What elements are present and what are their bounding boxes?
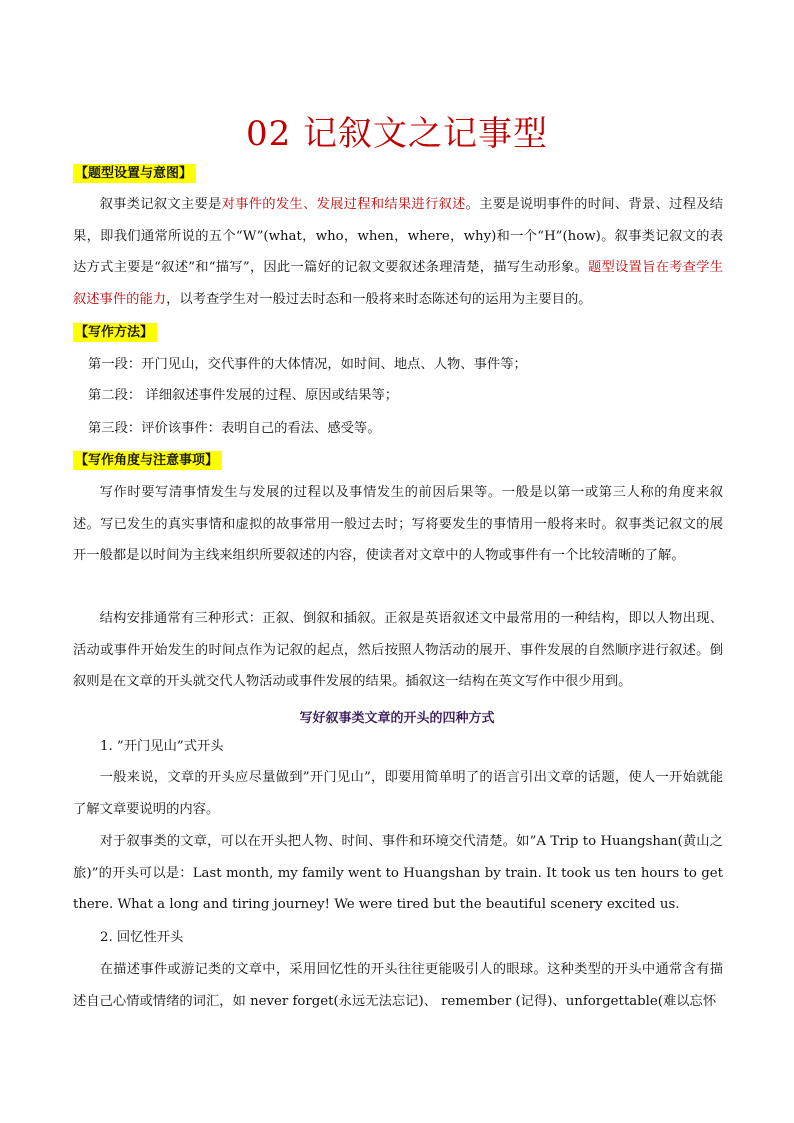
- notes-paragraph: 写作时要写清事情发生与发展的过程以及事情发生的前因后果等。一般是以第一或第三人称的角度来叙述。写已发生的真实事情和虚拟的故事常用一般过去时；写将要发生的事情用一般将来时。叙事类记叙文的展开一般都是以时间为主线来组织所要叙述的内容，使读者对文章中的人物或事件有一个比较清晰的了解。: [73, 485, 723, 563]
- intent-paragraph: [73, 189, 723, 315]
- method-paragraph-1: 第一段：开门见山，交代事件的大体情况，如时间、地点、人物、事件等；: [88, 357, 527, 372]
- opening-paragraph-1: 一般来说，文章的开头应尽量做到”开门见山”，即要用简单明了的语言引出文章的话题，使人一开始就能了解文章要说明的内容。: [73, 770, 723, 817]
- page-title: 02 记叙文之记事型: [245, 114, 549, 154]
- structure-paragraph: 结构安排通常有三种形式：正叙、倒叙和插叙。正叙是英语叙述文中最常用的一种结构，即以人物出现、活动或事件开始发生的时间点作为记叙的起点，然后按照人物活动的展开、事件发展的自然顺序进行叙述。倒叙则是在文章的开头就交代人物活动或事件发展的结果。插叙这一结构在英文写作中很少用到。: [73, 611, 723, 689]
- intent-text-2: 。主要是说明事件的时间、背景、过程及结果，即我们通常所说的五个“W”(what，who，when，where，why)和一个“H”(how)。叙事类记叙文的表达方式主要是“叙述”和“描写”，因此一篇好的记叙文要叙述条理清楚，描写生动形象。: [73, 197, 724, 275]
- section-tag-notes: 【写作角度与注意事项】: [73, 451, 222, 470]
- openings-subheading: 写好叙事类文章的开头的四种方式: [299, 711, 495, 726]
- intent-highlight-2: 题型设置旨在考查学生叙述事件的能力: [73, 260, 723, 307]
- intent-text-3: ，以考查学生对一般过去时态和一般将来时态陈述句的运用为主要目的。: [166, 291, 592, 307]
- opening-paragraph-3: 在描述事件或游记类的文章中，采用回忆性的开头往往更能吸引人的眼球。这种类型的开头中通常含有描述自己心情或情绪的词汇，如 never forget(永远无法忘记)、 remember (记得)、unforgettable(难以忘怀: [73, 962, 723, 1009]
- intent-text-1: 叙事类记叙文主要是: [99, 197, 222, 212]
- opening-heading-2: 2. 回忆性开头: [100, 930, 184, 945]
- section-tag-intent: 【题型设置与意图】: [73, 164, 196, 183]
- opening-paragraph-2: 对于叙事类的文章，可以在开头把人物、时间、事件和环境交代清楚。如”A Trip to Huangshan(黄山之旅)”的开头可以是：Last month, my family went to Huangshan by train. It took us ten hours to get there. What a long and tiring journey! We were tired but the beautiful scenery excited us.: [73, 834, 723, 912]
- opening-heading-1: 1. ”开门见山”式开头: [100, 739, 224, 754]
- method-paragraph-3: 第三段：评价该事件：表明自己的看法、感受等。: [88, 421, 381, 436]
- intent-highlight-1: 对事件的发生、发展过程和结果进行叙述: [221, 197, 466, 212]
- method-paragraph-2: 第二段： 详细叙述事件发展的过程、原因或结果等；: [88, 388, 399, 403]
- section-tag-method: 【写作方法】: [73, 323, 157, 342]
